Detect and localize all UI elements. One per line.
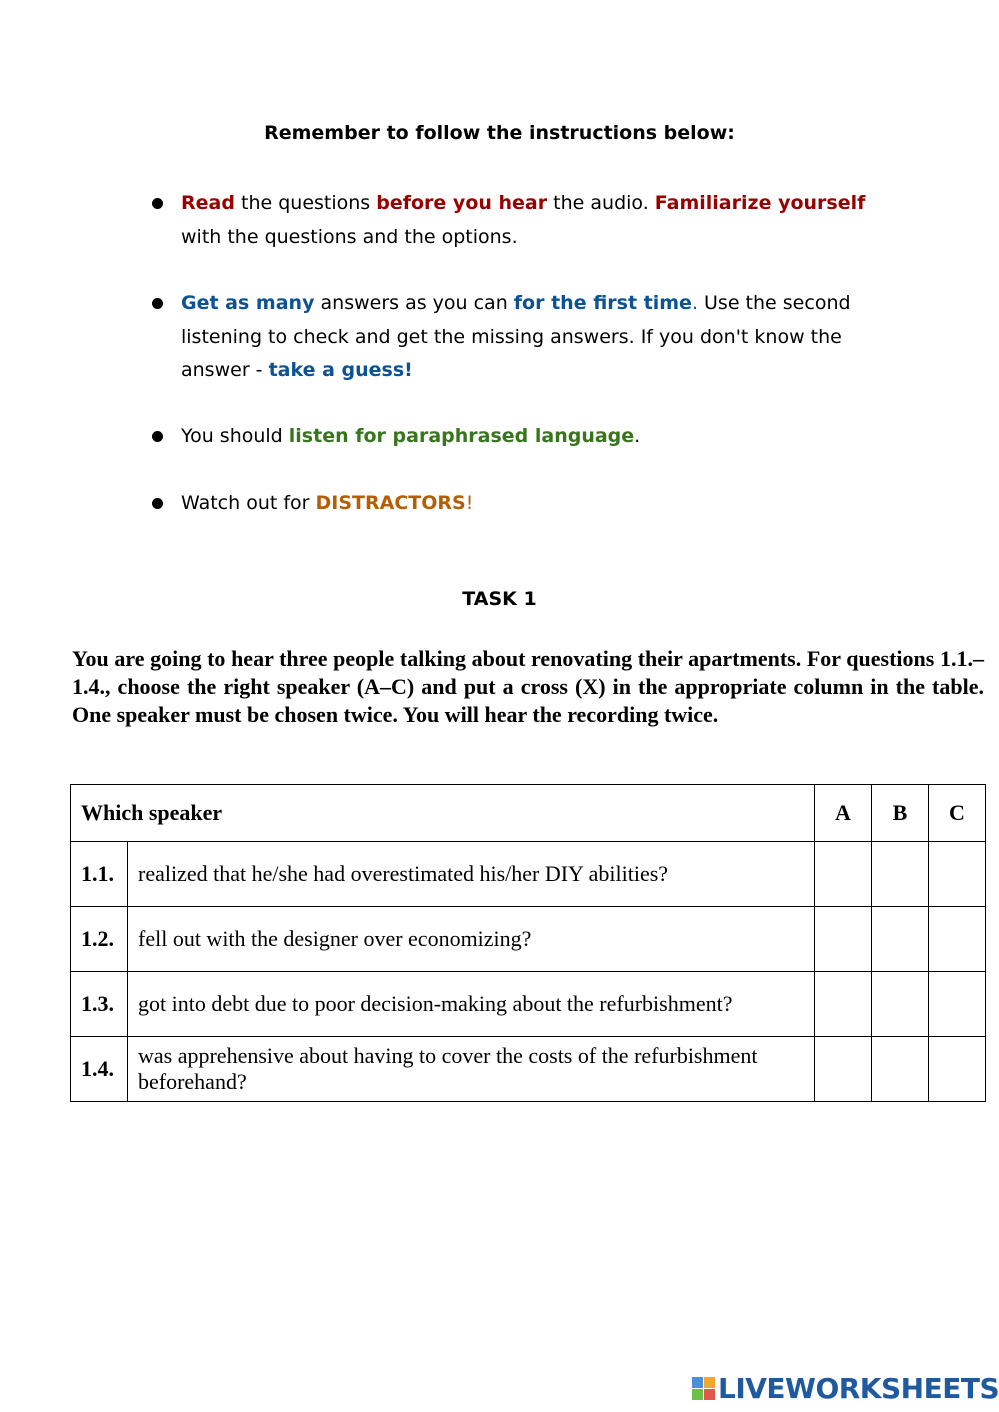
logo-grid-icon	[692, 1377, 715, 1400]
emphasis-first-time: for the first time	[513, 292, 692, 314]
emphasis-get-as-many: Get as many	[181, 292, 315, 314]
answer-cell-a[interactable]	[815, 842, 872, 907]
logo-text: LIVEWORKSHEETS	[718, 1371, 999, 1405]
table-row	[71, 842, 986, 907]
question-text: realized that he/she had overestimated his/her DIY abilities?	[128, 842, 815, 907]
task-intro: You are going to hear three people talking about renovating their apartments. For questions 1.1.–1.4., choose the right speaker (A–C) and put a cross (X) in the appropriate column in the table. One speaker must be chosen twice. You will hear the recording twice.	[72, 646, 984, 727]
text: with the questions and the options.	[181, 225, 518, 248]
answer-cell-b[interactable]	[872, 907, 929, 972]
logo-square	[704, 1377, 715, 1388]
question-text: was apprehensive about having to cover the costs of the refurbishment beforehand?	[128, 1037, 815, 1102]
bullet-icon	[152, 498, 163, 509]
bullet-icon	[152, 198, 163, 209]
question-number: 1.4.	[71, 1037, 128, 1102]
table-header-label: Which speaker	[71, 785, 815, 842]
text: !	[465, 492, 474, 514]
table-header-row	[71, 785, 986, 842]
question-number: 1.3.	[71, 972, 128, 1037]
instruction-item-read	[150, 187, 870, 254]
text: Use the second listening to check and get the missing answers. If you don't know the answer -	[181, 292, 851, 381]
emphasis-distractors: DISTRACTORS	[315, 492, 466, 514]
answer-cell-a[interactable]	[815, 907, 872, 972]
instruction-item-distractors	[150, 487, 473, 521]
column-b-header: B	[872, 785, 929, 842]
bullet-icon	[152, 431, 163, 442]
answer-cell-c[interactable]	[929, 1037, 986, 1102]
logo-square	[692, 1389, 703, 1400]
question-number: 1.1.	[71, 842, 128, 907]
column-a-header: A	[815, 785, 872, 842]
text: the questions	[234, 192, 377, 214]
instruction-item-get-many	[150, 287, 870, 388]
table-row	[71, 1037, 986, 1102]
emphasis-read: Read	[181, 192, 235, 214]
task-heading: TASK 1	[462, 588, 537, 610]
text: You should	[181, 425, 289, 447]
emphasis-before-you-hear: before you hear	[376, 192, 548, 214]
emphasis-take-a-guess: take a guess!	[268, 359, 413, 381]
answer-cell-b[interactable]	[872, 1037, 929, 1102]
text: .	[691, 292, 698, 314]
answer-cell-a[interactable]	[815, 972, 872, 1037]
text: Watch out for	[181, 492, 316, 514]
answer-cell-b[interactable]	[872, 842, 929, 907]
text: answers as you can	[314, 292, 514, 314]
logo-square	[704, 1389, 715, 1400]
question-text: got into debt due to poor decision-making about the refurbishment?	[128, 972, 815, 1037]
logo-square	[692, 1377, 703, 1388]
question-text: fell out with the designer over economizing?	[128, 907, 815, 972]
question-number: 1.2.	[71, 907, 128, 972]
table-row	[71, 972, 986, 1037]
answer-cell-b[interactable]	[872, 972, 929, 1037]
answer-cell-c[interactable]	[929, 907, 986, 972]
answer-cell-c[interactable]	[929, 972, 986, 1037]
answer-cell-c[interactable]	[929, 842, 986, 907]
text: .	[634, 425, 641, 447]
instructions-heading: Remember to follow the instructions below:	[264, 122, 735, 144]
liveworksheets-logo[interactable]	[692, 1372, 999, 1404]
answer-table	[70, 784, 986, 1102]
answer-cell-a[interactable]	[815, 1037, 872, 1102]
column-c-header: C	[929, 785, 986, 842]
text: the audio.	[547, 192, 655, 214]
emphasis-paraphrased: listen for paraphrased language	[288, 425, 635, 447]
emphasis-familiarize: Familiarize yourself	[654, 192, 866, 214]
bullet-icon	[152, 298, 163, 309]
table-row	[71, 907, 986, 972]
instruction-item-paraphrase	[150, 420, 640, 454]
